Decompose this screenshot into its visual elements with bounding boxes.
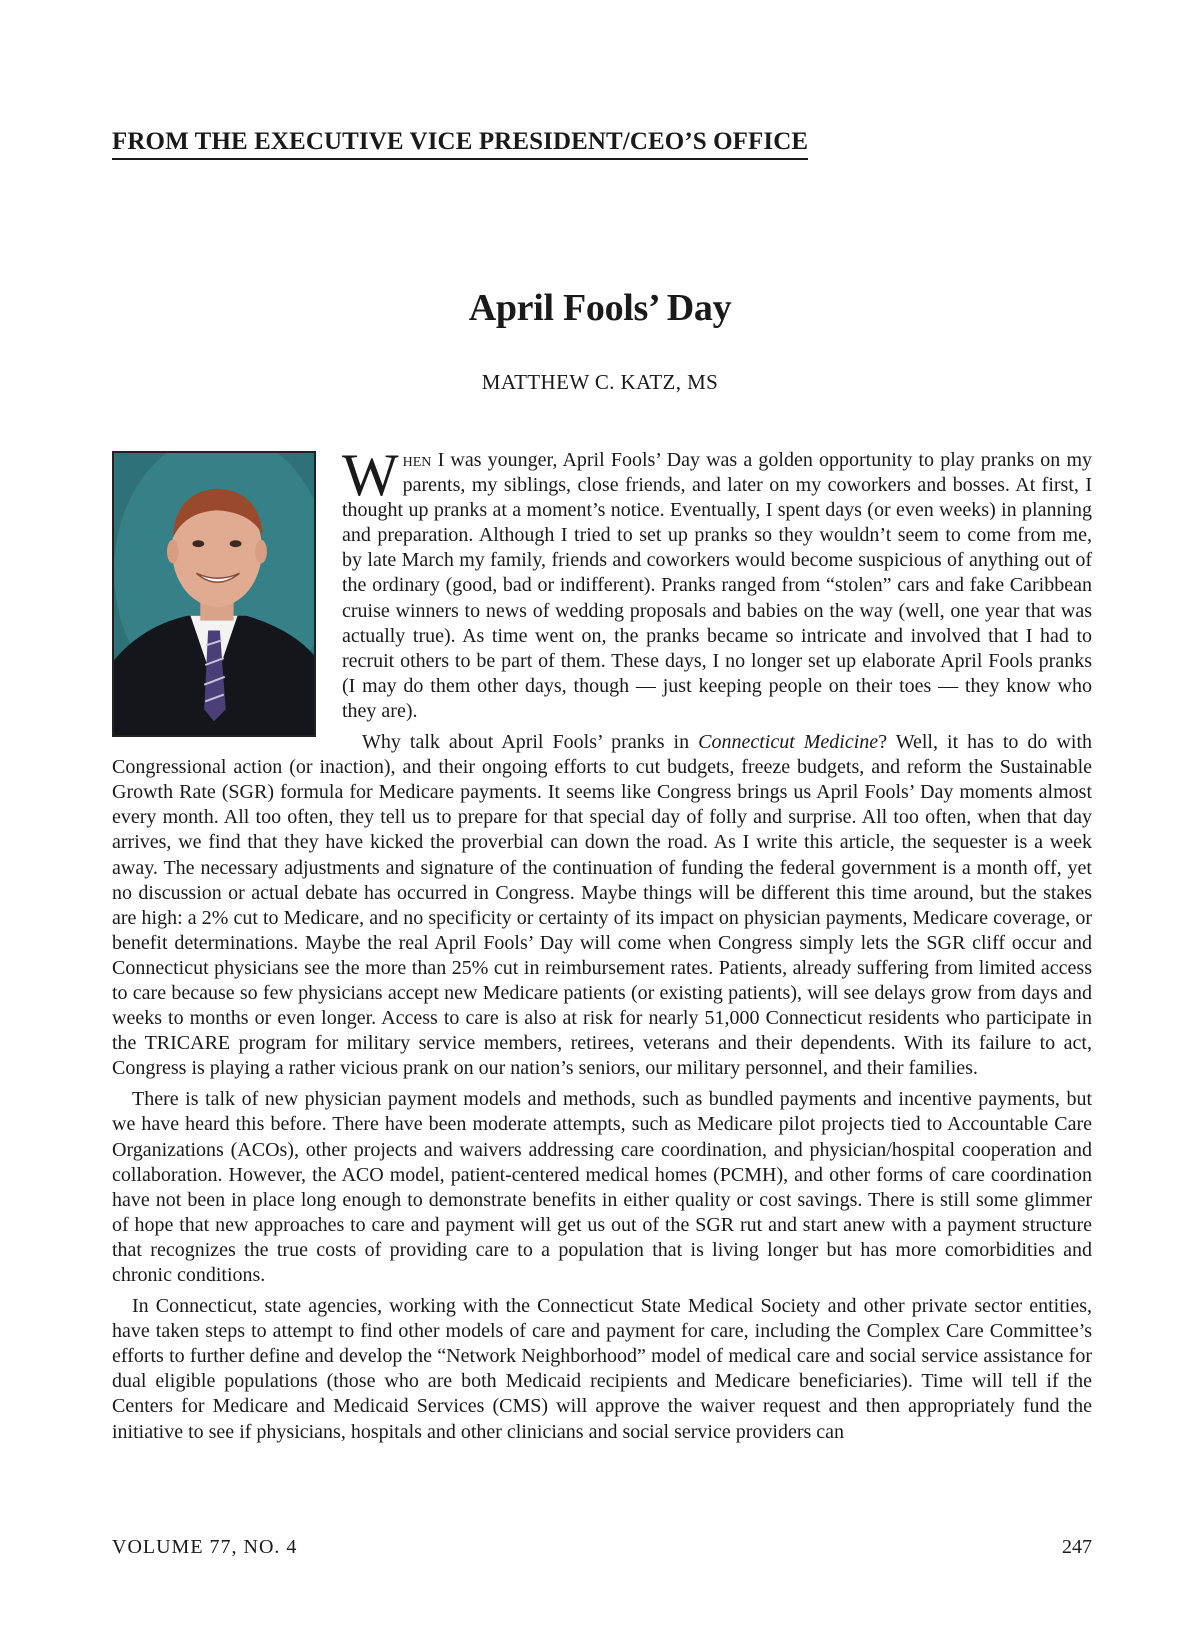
author-portrait [112,451,316,737]
author-byline: MATTHEW C. KATZ, MS [481,370,719,394]
section-heading: FROM THE EXECUTIVE VICE PRESIDENT/CEO’S OFFICE [112,128,808,160]
paragraph-3: There is talk of new physician payment models and methods, such as bundled payments and incentive payments, but we have heard this before. There have been moderate attempts, such as Medicare pilot projects tied to Accountable Care Organizations (ACOs), other projects and waivers addressing care coordination, and physician/hospital cooperation and collaboration. However, the ACO model, patient-centered medical homes (PCMH), and other forms of care coordination have not been in place long enough to demonstrate benefits in either quality or cost savings. There is still some glimmer of hope that new approaches to care and payment will get us out of the SGR rut and start anew with a payment structure that recognizes the true costs of providing care to a population that is living longer but has more comorbidities and chronic conditions. [112,1088,1092,1286]
paragraph-4: In Connecticut, state agencies, working with the Connecticut State Medical Society and other private sector entities, have taken steps to attempt to find other models of care and payment for care, including the Complex Care Committee’s efforts to further define and develop the “Network Neighborhood” model of medical care and social service assistance for dual eligible populations (those who are both Medicaid recipients and Medicare beneficiaries). Time will tell if the Centers for Medicare and Medicaid Services (CMS) will approve the waiver request and then appropriately fund the initiative to see if physicians, hospitals and other clinicians and social service providers can [112,1295,1092,1443]
article-body [112,442,1093,1445]
page-number: 247 [1062,1536,1092,1558]
journal-name: Connecticut Medicine [698,731,879,754]
paragraph-1-text: I was younger, April Fools’ Day was a golden opportunity to play pranks on my parents, my siblings, close friends, and later on my coworkers and bosses. At first, I thought up pranks at a moment’s notice. Eventually, I spent days (or even weeks) in planning and preparation. Although I tried to set up pranks so they wouldn’t seem to come from me, by late March my family, friends and coworkers would become suspicious of anything out of the ordinary (good, bad or indifferent). Pranks ranged from “stolen” cars and fake Caribbean cruise winners to news of wedding proposals and babies on the way (well, one year that was actually true). As time went on, the pranks became so intricate and involved that I had to recruit others to be part of them. These days, I no longer set up elaborate April Fools pranks (I may do them other days, though — just keeping people on their toes — they know who they are). [342,449,1092,722]
lead-in: hen [402,449,432,471]
paragraph-2: Why talk about April Fools’ pranks in Connecticut Medicine? Well, it has to do with Congressional action (or inaction), and their ongoing efforts to cut budgets, freeze budgets, and reform the Sustainable Growth Rate (SGR) formula for Medicare payments. It seems like Congress brings us April Fools’ Day moments almost every month. All too often, they tell us to prepare for that special day of folly and surprise. All too often, when that day arrives, we find that they have kicked the proverbial can down the road. As I write this article, the sequester is a week away. The necessary adjustments and signature of the continuation of funding the federal government is a month off, yet no discussion or actual debate has occurred in Congress. Maybe things will be different this time around, but the stakes are high: a 2% cut to Medicare, and no specificity or certainty of its impact on physician payments, Medicare coverage, or benefit determinations. Maybe the real April Fools’ Day will come when Congress simply lets the SGR cliff occur and Connecticut physicians see the more than 25% cut in reimbursement rates. Patients, already suffering from limited access to care because so few physicians accept new Medicare patients (or existing patients), will see delays grow from days and weeks to months or even longer. Access to care is also at risk for nearly 51,000 Connecticut residents who participate in the TRICARE program for military service members, retirees, veterans and their dependents. With its failure to act, Congress is playing a rather vicious prank on our nation’s seniors, our military personnel, and their families. [112,731,1093,1080]
article-title: April Fools’ Day [468,287,732,329]
drop-cap: W [342,442,399,508]
volume-label: VOLUME 77, NO. 4 [112,1536,298,1558]
